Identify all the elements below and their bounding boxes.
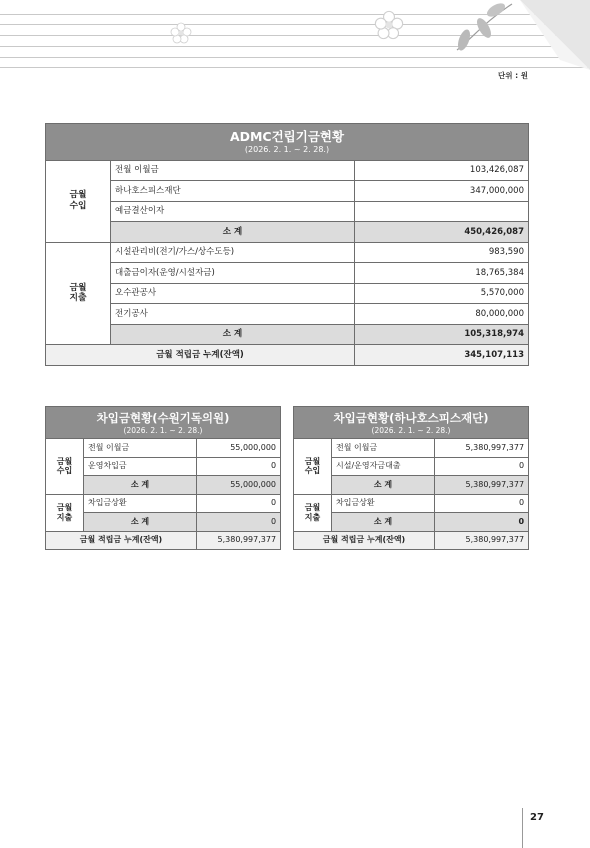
table-row bbox=[46, 181, 529, 202]
table-title-text: 차입금현황(하나호스피스재단) bbox=[333, 411, 489, 425]
table-row bbox=[46, 439, 281, 458]
subtotal-amount: 450,426,087 bbox=[355, 222, 529, 243]
table-row bbox=[46, 494, 281, 513]
row-amount: 0 bbox=[435, 457, 529, 476]
subtotal-amount: 55,000,000 bbox=[197, 476, 281, 495]
row-label: 전기공사 bbox=[111, 304, 355, 325]
loan-table-hana bbox=[293, 406, 529, 550]
table-row bbox=[46, 263, 529, 284]
subtotal-label: 소 계 bbox=[84, 476, 197, 495]
category-expense: 금월 지출 bbox=[46, 242, 111, 345]
table-title bbox=[294, 407, 529, 439]
row-label: 차입금상환 bbox=[84, 494, 197, 513]
row-amount: 5,570,000 bbox=[355, 283, 529, 304]
row-amount bbox=[355, 201, 529, 222]
total-row bbox=[294, 531, 529, 550]
row-amount: 347,000,000 bbox=[355, 181, 529, 202]
table-title-text: 차입금현황(수원기독의원) bbox=[96, 411, 230, 425]
subtotal-label: 소 계 bbox=[332, 513, 435, 532]
table-title-text: ADMC건립기금현황 bbox=[229, 129, 345, 144]
row-amount: 0 bbox=[197, 494, 281, 513]
table-row bbox=[294, 439, 529, 458]
subtotal-amount: 5,380,997,377 bbox=[435, 476, 529, 495]
category-income: 금월 수입 bbox=[46, 160, 111, 242]
subtotal-label: 소 계 bbox=[332, 476, 435, 495]
table-row bbox=[46, 283, 529, 304]
table-title bbox=[46, 407, 281, 439]
subtotal-row bbox=[46, 222, 529, 243]
total-row bbox=[46, 345, 529, 366]
table-period: (2026. 2. 1. ~ 2. 28.) bbox=[244, 144, 330, 154]
total-label: 금월 적립금 누계(잔액) bbox=[46, 345, 355, 366]
category-income: 금월 수입 bbox=[46, 439, 84, 495]
page-curl-corner bbox=[520, 0, 590, 70]
row-amount: 0 bbox=[197, 457, 281, 476]
subtotal-amount: 0 bbox=[435, 513, 529, 532]
subtotal-label: 소 계 bbox=[111, 324, 355, 345]
total-amount: 5,380,997,377 bbox=[197, 531, 281, 550]
total-row bbox=[46, 531, 281, 550]
row-label: 오수관공사 bbox=[111, 283, 355, 304]
row-label: 운영차입금 bbox=[84, 457, 197, 476]
row-amount: 0 bbox=[435, 494, 529, 513]
row-label: 전월 이월금 bbox=[332, 439, 435, 458]
subtotal-label: 소 계 bbox=[84, 513, 197, 532]
leaf-branch-icon bbox=[452, 0, 522, 58]
subtotal-label: 소 계 bbox=[111, 222, 355, 243]
row-label: 예금결산이자 bbox=[111, 201, 355, 222]
admc-fund-table bbox=[45, 123, 529, 366]
category-income: 금월 수입 bbox=[294, 439, 332, 495]
row-amount: 5,380,997,377 bbox=[435, 439, 529, 458]
row-label: 시설/운영자금대출 bbox=[332, 457, 435, 476]
total-amount: 345,107,113 bbox=[355, 345, 529, 366]
total-amount: 5,380,997,377 bbox=[435, 531, 529, 550]
table-title bbox=[46, 124, 529, 161]
row-amount: 80,000,000 bbox=[355, 304, 529, 325]
subtotal-amount: 105,318,974 bbox=[355, 324, 529, 345]
flower-icon bbox=[374, 10, 404, 40]
table-row bbox=[46, 304, 529, 325]
table-row bbox=[294, 494, 529, 513]
category-expense: 금월 지출 bbox=[294, 494, 332, 531]
row-amount: 55,000,000 bbox=[197, 439, 281, 458]
table-period: (2026. 2. 1. ~ 2. 28.) bbox=[123, 425, 203, 435]
row-amount: 103,426,087 bbox=[355, 160, 529, 181]
header-line bbox=[0, 67, 590, 68]
category-expense: 금월 지출 bbox=[46, 494, 84, 531]
row-label: 대출금이자(운영/시설자금) bbox=[111, 263, 355, 284]
row-label: 시설관리비(전기/가스/상수도등) bbox=[111, 242, 355, 263]
page-number-divider bbox=[522, 808, 523, 848]
row-label: 전월 이월금 bbox=[84, 439, 197, 458]
row-label: 하나호스피스재단 bbox=[111, 181, 355, 202]
total-label: 금월 적립금 누계(잔액) bbox=[294, 531, 435, 550]
page-number: 27 bbox=[530, 812, 544, 823]
subtotal-row bbox=[46, 324, 529, 345]
flower-icon bbox=[170, 22, 192, 44]
row-amount: 983,590 bbox=[355, 242, 529, 263]
total-label: 금월 적립금 누계(잔액) bbox=[46, 531, 197, 550]
row-label: 전월 이월금 bbox=[111, 160, 355, 181]
loan-table-suwon bbox=[45, 406, 281, 550]
row-label: 차입금상환 bbox=[332, 494, 435, 513]
unit-label: 단위 : 원 bbox=[498, 71, 528, 80]
table-row bbox=[46, 160, 529, 181]
table-row bbox=[46, 242, 529, 263]
table-period: (2026. 2. 1. ~ 2. 28.) bbox=[371, 425, 451, 435]
row-amount: 18,765,384 bbox=[355, 263, 529, 284]
table-row bbox=[46, 201, 529, 222]
subtotal-amount: 0 bbox=[197, 513, 281, 532]
